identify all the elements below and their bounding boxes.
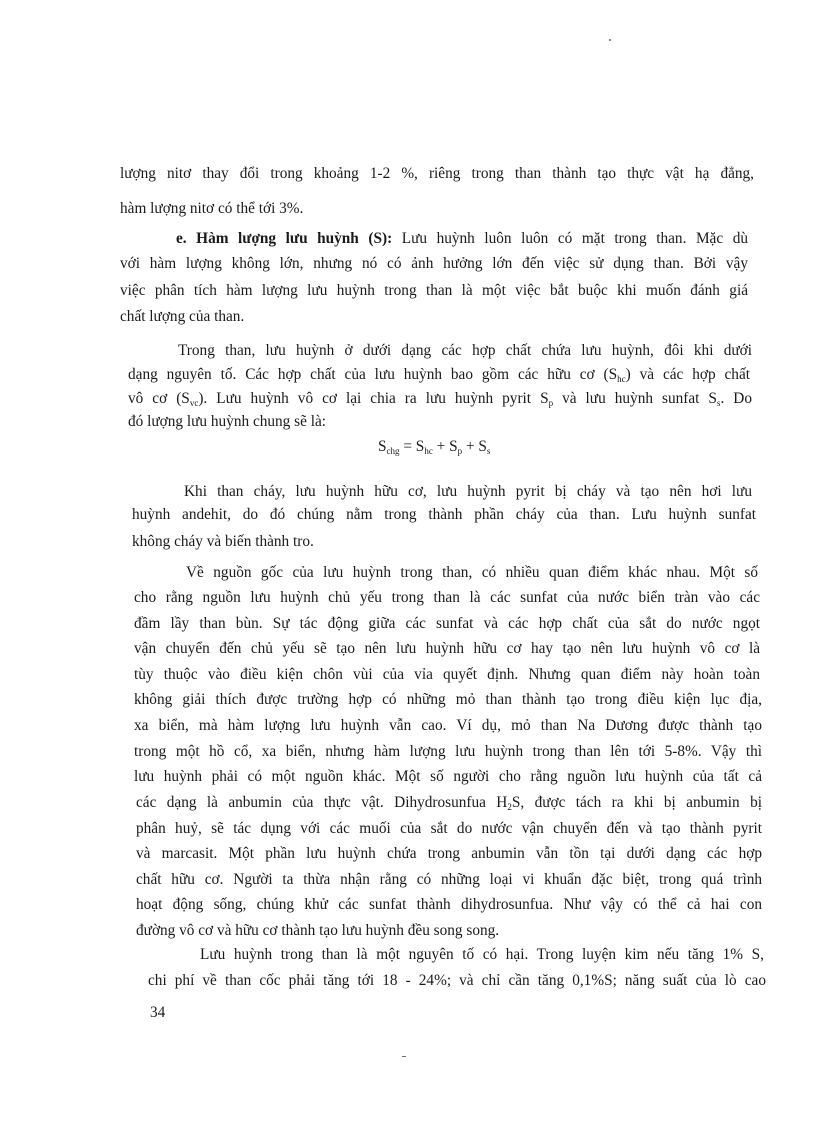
- formula-term: S: [378, 438, 387, 455]
- formula-term: + S: [462, 438, 487, 455]
- text-line: chi phí về than cốc phải tăng tới 18 - 24%; và chỉ cần tăng 0,1%S; năng suất của lò cao: [148, 972, 766, 989]
- text-line: hàm lượng nitơ có thể tới 3%.: [120, 200, 304, 217]
- subscript: s: [716, 398, 721, 408]
- scan-speck: [609, 39, 611, 41]
- text-line: không cháy và biến thành tro.: [132, 533, 314, 550]
- text-line: tùy thuộc vào điều kiện chôn vùi của vỉa quyết định. Nhưng quan điểm này hoàn toàn: [134, 666, 760, 683]
- text-line: việc phân tích hàm lượng lưu huỳnh trong than là một việc bắt buộc khi muốn đánh giá: [120, 282, 748, 299]
- text-span: và lưu huỳnh sunfat S: [553, 390, 717, 407]
- text-line: Trong than, lưu huỳnh ở dưới dạng các hợp chất chứa lưu huỳnh, đôi khi dưới: [178, 342, 752, 359]
- text-line: vận chuyển đến chủ yếu sẽ tạo nên lưu huỳnh hữu cơ hay tạo nên lưu huỳnh vô cơ là: [134, 640, 760, 657]
- text-line: huỳnh andehit, do đó chúng nằm trong thành phần cháy của than. Lưu huỳnh sunfat: [132, 506, 756, 523]
- text-line: đó lượng lưu huỳnh chung sẽ là:: [128, 413, 327, 430]
- page-number: 34: [150, 1004, 166, 1021]
- subscript: p: [548, 398, 554, 408]
- subscript: vc: [189, 398, 199, 408]
- text-line: trong một hồ cổ, xa biển, nhưng hàm lượng lưu huỳnh trong than lên tới 5-8%. Vậy thì: [134, 743, 762, 760]
- section-heading: e. Hàm lượng lưu huỳnh (S):: [176, 230, 393, 247]
- text-line: Lưu huỳnh trong than là một nguyên tố có hại. Trong luyện kim nếu tăng 1% S,: [200, 946, 764, 963]
- text-line: Về nguồn gốc của lưu huỳnh trong than, có nhiều quan điểm khác nhau. Một số: [186, 564, 758, 581]
- formula-term: = S: [399, 438, 425, 455]
- text-line: [128, 388, 752, 410]
- text-line: đầm lầy than bùn. Sự tác động giữa các sunfat và các hợp chất của sắt do nước ngọt: [134, 615, 760, 632]
- text-line: không giải thích được trường hợp có những mỏ than thành tạo trong điều kiện lục địa,: [134, 691, 762, 708]
- subscript: hc: [424, 446, 433, 456]
- text-line: hoạt động sống, chúng khử các sunfat thành dihydrosunfua. Như vậy có thể cả hai con: [136, 896, 762, 913]
- section-heading-line: [176, 228, 748, 250]
- text-span: . Do: [720, 390, 752, 407]
- text-line: lượng nitơ thay đổi trong khoảng 1-2 %, riêng trong than thành tạo thực vật hạ đẳng,: [120, 165, 754, 182]
- text-line: cho rằng nguồn lưu huỳnh chủ yếu trong than là các sunfat của nước biển tràn vào các: [134, 589, 760, 606]
- subscript: 2: [507, 802, 512, 812]
- text-span: dạng nguyên tố. Các hợp chất của lưu huỳnh bao gồm các hữu cơ (S: [128, 366, 618, 383]
- text-span: các dạng là anbumin của thực vật. Dihydrosunfua H: [136, 794, 508, 811]
- text-span: vô cơ (S: [128, 390, 190, 407]
- subscript: s: [486, 446, 491, 456]
- subscript: chg: [386, 446, 400, 456]
- text-line: chất lượng của than.: [120, 308, 245, 325]
- text-line: Khi than cháy, lưu huỳnh hữu cơ, lưu huỳnh pyrit bị cháy và tạo nên hơi lưu: [184, 483, 752, 500]
- text-span: Lưu huỳnh luôn luôn có mặt trong than. Mặc dù: [392, 230, 748, 247]
- text-span: S, được tách ra khi bị anbumin bị: [511, 794, 762, 811]
- subscript: p: [457, 446, 463, 456]
- text-line: lưu huỳnh phải có một nguồn khác. Một số người cho rằng nguồn lưu huỳnh của tất cả: [134, 768, 762, 785]
- text-line: [136, 792, 762, 814]
- text-line: và marcasit. Một phần lưu huỳnh chứa trong anbumin vẫn tồn tại dưới dạng các hợp: [136, 845, 762, 862]
- text-span: ) và các hợp chất: [625, 366, 750, 383]
- text-line: chất hữu cơ. Người ta thừa nhận rằng có những loại vi khuẩn đặc biệt, trong quá trình: [136, 871, 762, 888]
- subscript: hc: [617, 374, 626, 384]
- text-line: phân huỷ, sẽ tác dụng với các muối của sắt do nước vận chuyển đến và tạo thành pyrit: [136, 820, 762, 837]
- scan-speck: [402, 1056, 406, 1057]
- sulfur-formula: [378, 438, 490, 456]
- text-line: xa biển, mà hàm lượng lưu huỳnh vẫn cao. Ví dụ, mỏ than Na Dương được thành tạo: [134, 717, 762, 734]
- text-line: với hàm lượng không lớn, nhưng nó có ảnh hưởng lớn đến việc sử dụng than. Bởi vậy: [120, 255, 748, 272]
- formula-term: + S: [432, 438, 458, 455]
- text-span: ). Lưu huỳnh vô cơ lại chia ra lưu huỳnh pyrit S: [198, 390, 549, 407]
- text-line: đường vô cơ và hữu cơ thành tạo lưu huỳnh đều song song.: [136, 922, 500, 939]
- text-line: [128, 364, 750, 386]
